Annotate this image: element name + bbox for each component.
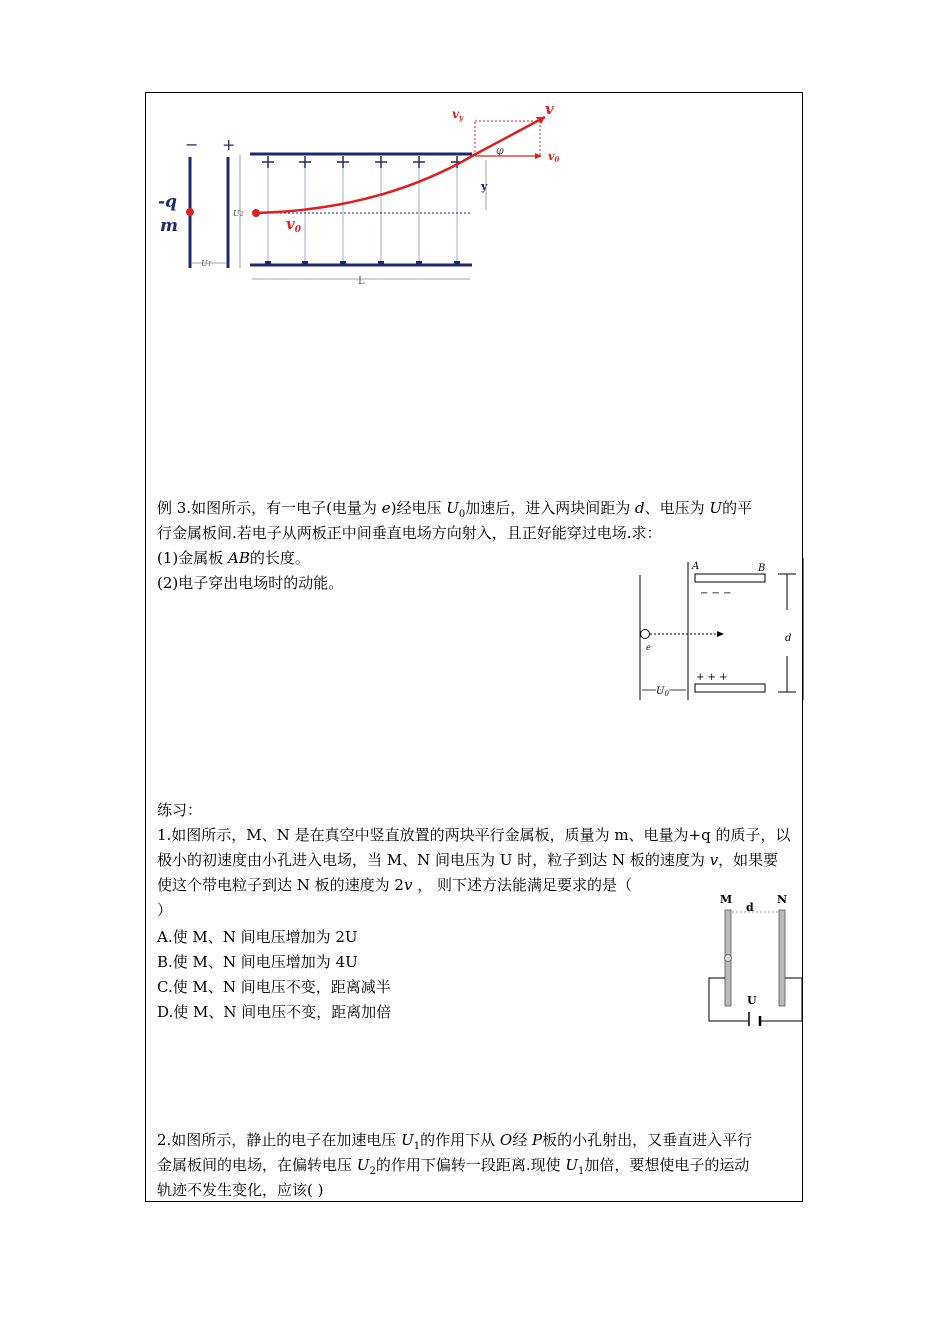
plus-sign: + bbox=[222, 135, 236, 154]
svg-text:N: N bbox=[777, 893, 788, 906]
p1-line2: 极小的初速度由小孔进入电场，当 M、N 间电压为 U 时，粒子到达 N 板的速度为 v，如果要 bbox=[157, 851, 779, 869]
svg-text:B: B bbox=[758, 563, 766, 574]
svg-text:d: d bbox=[746, 901, 754, 914]
minus-sign: − bbox=[185, 135, 199, 154]
svg-text:U0: $U_0$ bbox=[656, 686, 669, 698]
svg-text:φ: φ bbox=[496, 144, 504, 157]
p2-line2: 金属板间的电场，在偏转电压 $U_2$的作用下偏转一段距离.现使 $U_1$加倍，要想使电子的运动 bbox=[157, 1156, 750, 1177]
p1-line3: 使这个带电粒子到达 N 板的速度为 2v ， 则下述方法能满足要求的是（ bbox=[157, 876, 633, 894]
ex3-question1: (1)金属板 AB的长度。 bbox=[157, 549, 310, 567]
svg-text:v: v bbox=[545, 100, 554, 118]
practice-title: 练习： bbox=[157, 801, 203, 819]
plates-figure bbox=[636, 556, 804, 702]
svg-text:− − −: − − − bbox=[700, 588, 732, 599]
mn-plates-figure bbox=[704, 886, 804, 1026]
option-a: A.使 M、N 间电压增加为 2U bbox=[157, 928, 358, 946]
p2-line1: 2.如图所示，静止的电子在加速电压 $U_1$的作用下从 O经 P板的小孔射出，又垂直进入平行 bbox=[157, 1131, 753, 1152]
svg-text:+ + +: + + + bbox=[696, 672, 728, 683]
svg-text:d: d bbox=[785, 633, 792, 644]
ex3-line1: 例 3.如图所示，有一电子(电量为 e)经电压 $U_0$加速后，进入两块间距为 d、电压为 U的平 bbox=[157, 499, 753, 520]
option-b: B.使 M、N 间电压增加为 4U bbox=[157, 953, 358, 971]
ex3-question2: (2)电子穿出电场时的动能。 bbox=[157, 574, 344, 592]
p2-line3: 轨迹不发生变化，应该( ) bbox=[157, 1181, 324, 1199]
svg-text:v0: $v_0$ bbox=[286, 215, 301, 235]
option-d: D.使 M、N 间电压不变，距离加倍 bbox=[157, 1003, 392, 1021]
svg-text:L: L bbox=[358, 276, 365, 287]
svg-text:U1: U1 bbox=[201, 259, 212, 268]
svg-text:U: U bbox=[747, 994, 757, 1007]
svg-text:y: y bbox=[481, 180, 488, 193]
option-c: C.使 M、N 间电压不变，距离减半 bbox=[157, 978, 391, 996]
mass-label: m bbox=[160, 216, 178, 236]
svg-text:vy: vy bbox=[452, 107, 464, 122]
p1-line1: 1.如图所示，M、N 是在真空中竖直放置的两块平行金属板，质量为 m、电量为+q 的质子，以 bbox=[157, 826, 791, 844]
svg-text:e: e bbox=[646, 643, 651, 652]
svg-text:M: M bbox=[720, 893, 733, 906]
svg-text:U2: U2 bbox=[233, 209, 244, 218]
p1-line4: ） bbox=[157, 901, 173, 919]
svg-text:A: A bbox=[692, 561, 700, 572]
charge-label: -q bbox=[158, 192, 177, 212]
svg-text:v0: v0 bbox=[548, 150, 560, 164]
ex3-line2: 行金属板间.若电子从两板正中间垂直电场方向射入，且正好能穿过电场.求： bbox=[157, 524, 662, 542]
deflection-figure bbox=[150, 98, 590, 298]
